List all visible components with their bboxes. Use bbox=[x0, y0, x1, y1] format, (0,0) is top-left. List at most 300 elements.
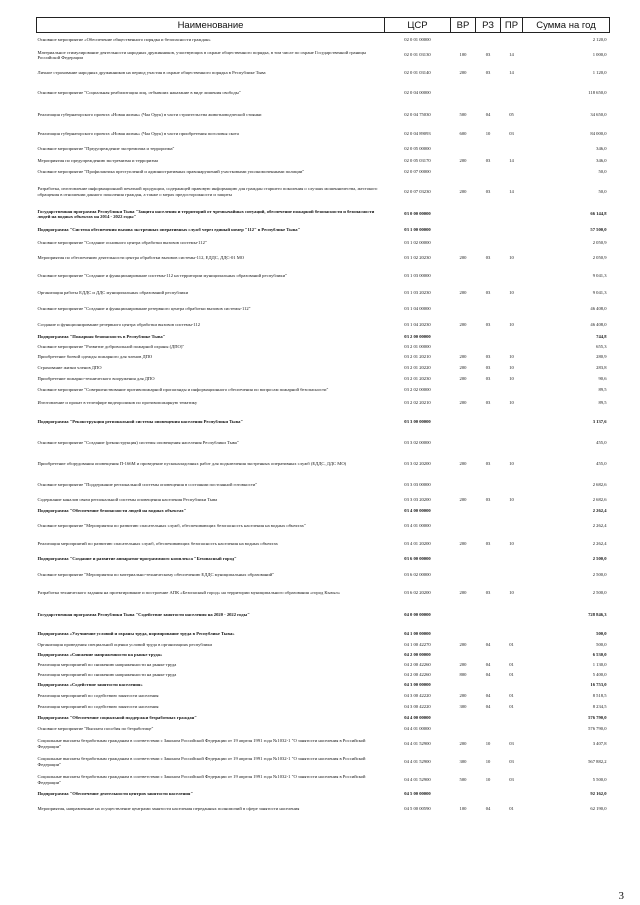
cell-vr: 600 bbox=[459, 131, 467, 137]
cell-csr: 04 4 01 52900 bbox=[404, 776, 431, 782]
header-sum: Сумма на год bbox=[523, 18, 610, 33]
cell-csr: 02 0 05 00000 bbox=[404, 146, 431, 152]
cell-pr: 14 bbox=[509, 157, 514, 163]
cell-sum: 84 000,0 bbox=[590, 131, 607, 137]
table-row bbox=[37, 179, 610, 205]
cell-name: Реализация мероприятий по снижению напряженности на рынке труда bbox=[37, 661, 177, 667]
cell-csr: 03 1 00 00000 bbox=[404, 227, 431, 233]
cell-csr: 03 3 02 00000 bbox=[404, 439, 431, 445]
cell-name: Основное мероприятие «Обеспечение общественного порядка и безопасности граждан» bbox=[37, 36, 211, 42]
cell-name: Подпрограмма "Реконструкция региональной системы оповещения населения Республики Тыва" bbox=[37, 418, 243, 424]
cell-vr bbox=[451, 713, 476, 724]
cell-name: Основное мероприятие "Создание и функционирование резервного центра обработки вызовов системы-112" bbox=[37, 306, 251, 312]
table-header-row bbox=[37, 18, 610, 33]
cell-vr: 200 bbox=[459, 740, 467, 746]
cell-pr: 14 bbox=[509, 70, 514, 76]
cell-pr: 10 bbox=[509, 254, 514, 260]
cell-name: Основное мероприятие "Мероприятия по развитию спасательных служб, обеспечивающих безопасность населения на водных объектах" bbox=[37, 522, 306, 528]
cell-pr bbox=[501, 205, 523, 224]
cell-sum: 2 262,4 bbox=[592, 508, 607, 514]
cell-csr: 02 0 01 03130 bbox=[404, 52, 431, 58]
table-row bbox=[37, 224, 610, 237]
cell-sum: 16 753,0 bbox=[590, 682, 607, 688]
cell-vr: 200 bbox=[459, 289, 467, 295]
cell-vr: 200 bbox=[459, 460, 467, 466]
cell-vr: 200 bbox=[459, 70, 467, 76]
cell-vr bbox=[451, 300, 476, 319]
cell-rz: 04 bbox=[485, 661, 491, 667]
cell-rz bbox=[476, 33, 501, 46]
table-row bbox=[37, 650, 610, 660]
cell-rz bbox=[476, 332, 501, 342]
cell-rz: 03 bbox=[485, 254, 491, 260]
cell-vr bbox=[451, 602, 476, 628]
header-vr: ВР bbox=[451, 18, 476, 33]
cell-name: Подпрограмма "Создание и развитие аппаратно-программного комплекса "Безопасный город" bbox=[37, 556, 237, 562]
cell-csr: 04 4 01 52900 bbox=[404, 740, 431, 746]
cell-sum: 2 262,4 bbox=[592, 522, 607, 528]
cell-name: Реализация губернаторского проекта «Новая жизнь» (Чаа Орук) в части приобретения поголовья скота bbox=[37, 131, 239, 137]
cell-sum: 9 041,3 bbox=[592, 289, 607, 295]
cell-vr: 200 bbox=[459, 188, 467, 194]
cell-rz: 03 bbox=[485, 496, 491, 502]
table-row bbox=[37, 517, 610, 535]
cell-rz bbox=[476, 566, 501, 584]
cell-name: Основное мероприятие "Создание (реконструкция) системы оповещения населения Республики Тыва" bbox=[37, 439, 239, 445]
cell-name: Подпрограмма "Обеспечение социальной поддержки безработных граждан" bbox=[37, 715, 197, 721]
cell-vr bbox=[451, 166, 476, 179]
table-row bbox=[37, 342, 610, 352]
cell-vr bbox=[451, 566, 476, 584]
table-row bbox=[37, 46, 610, 65]
cell-csr: 03 4 00 00000 bbox=[404, 508, 431, 514]
cell-name: Подпрограмма «Улучшение условий и охраны труда, нормирование труда в Республике Тыва» bbox=[37, 630, 235, 636]
cell-csr: 02 0 07 03230 bbox=[404, 188, 431, 194]
cell-rz bbox=[476, 166, 501, 179]
cell-pr: 03 bbox=[509, 758, 514, 764]
table-row bbox=[37, 397, 610, 410]
cell-rz: 10 bbox=[485, 740, 491, 746]
cell-sum: 2 500,0 bbox=[592, 571, 607, 577]
cell-pr: 01 bbox=[509, 661, 514, 667]
cell-name: Реализация мероприятий по развитию спасательных служб, обеспечивающих безопасность населения на водных объектах bbox=[37, 540, 278, 546]
cell-rz: 03 bbox=[485, 354, 491, 360]
cell-pr bbox=[501, 224, 523, 237]
cell-vr: 200 bbox=[459, 641, 467, 647]
cell-sum: 2 500,0 bbox=[592, 556, 607, 562]
cell-pr bbox=[501, 166, 523, 179]
cell-vr: 300 bbox=[459, 758, 467, 764]
cell-rz bbox=[476, 680, 501, 691]
cell-vr bbox=[451, 143, 476, 156]
cell-rz: 04 bbox=[485, 641, 491, 647]
cell-csr: 04 1 00 42270 bbox=[404, 641, 431, 647]
cell-sum: 2 262,4 bbox=[592, 540, 607, 546]
cell-pr bbox=[501, 602, 523, 628]
table-row bbox=[37, 104, 610, 126]
cell-sum: 2 682,6 bbox=[592, 496, 607, 502]
table-row bbox=[37, 156, 610, 166]
cell-name: Приобретение оборудования оповещения П-166М и проведение пусконаладочных работ для подключения экстренных оперативных служб (ЕДДС, ДДС МО) bbox=[37, 460, 347, 466]
table-row bbox=[37, 33, 610, 46]
cell-pr bbox=[501, 82, 523, 104]
cell-csr: 03 3 03 00000 bbox=[404, 481, 431, 487]
cell-pr: 10 bbox=[509, 400, 514, 406]
cell-sum: 500,0 bbox=[596, 641, 607, 647]
cell-name: Материальное стимулирование деятельности народных дружинников, участвующих в охране общественного порядка, в том числе по охране Государственной границы Российской Федерации bbox=[37, 49, 367, 60]
cell-sum: 655,3 bbox=[596, 343, 607, 349]
table-row bbox=[37, 724, 610, 735]
cell-csr: 03 2 00 00000 bbox=[404, 333, 431, 339]
cell-vr bbox=[451, 224, 476, 237]
cell-csr: 03 2 01 20230 bbox=[404, 375, 431, 381]
cell-sum: 6 530,0 bbox=[592, 651, 607, 657]
cell-name: Страхование жизни членов ДПО bbox=[37, 365, 102, 371]
cell-rz: 03 bbox=[485, 52, 491, 58]
cell-rz bbox=[476, 205, 501, 224]
cell-name: Государственная программа Республики Тыва "Защита населения и территорий от чрезвычайных ситуаций, обеспечение пожарной безопасности и безопасности людей на водных объектах на 2014 - 2022 годы" bbox=[37, 208, 375, 219]
table-row bbox=[37, 352, 610, 363]
cell-vr bbox=[451, 724, 476, 735]
cell-csr: 04 1 00 00000 bbox=[404, 630, 431, 636]
cell-sum: 2 050,9 bbox=[592, 254, 607, 260]
cell-vr: 200 bbox=[459, 540, 467, 546]
cell-vr: 200 bbox=[459, 375, 467, 381]
cell-vr bbox=[451, 680, 476, 691]
cell-sum: 2 050,9 bbox=[592, 239, 607, 245]
cell-pr: 01 bbox=[509, 671, 514, 677]
cell-vr: 800 bbox=[459, 671, 467, 677]
cell-rz bbox=[476, 628, 501, 640]
cell-rz: 10 bbox=[485, 776, 491, 782]
cell-rz bbox=[476, 506, 501, 517]
cell-csr: 04 4 01 52900 bbox=[404, 758, 431, 764]
cell-rz: 03 bbox=[485, 365, 491, 371]
cell-rz: 03 bbox=[485, 322, 491, 328]
page-number: 3 bbox=[618, 890, 624, 902]
cell-sum: 9 041,3 bbox=[592, 273, 607, 279]
cell-vr bbox=[451, 332, 476, 342]
cell-pr: 10 bbox=[509, 375, 514, 381]
cell-csr: 04 2 00 42260 bbox=[404, 671, 431, 677]
cell-vr bbox=[451, 434, 476, 452]
cell-csr: 02 0 04 75030 bbox=[404, 111, 431, 117]
cell-pr bbox=[501, 517, 523, 535]
cell-sum: 57 500,0 bbox=[590, 227, 607, 233]
table-row bbox=[37, 319, 610, 332]
cell-pr bbox=[501, 789, 523, 799]
cell-name: Подпрограмма "Обеспечение деятельности центров занятости населения" bbox=[37, 790, 193, 796]
cell-sum: 280,9 bbox=[596, 354, 607, 360]
cell-sum: 455,0 bbox=[596, 439, 607, 445]
cell-name: Создание и функционирование резервного центра обработки вызовов системы-112 bbox=[37, 322, 200, 328]
cell-csr: 04 4 00 00000 bbox=[404, 715, 431, 721]
cell-sum: 89,5 bbox=[598, 400, 607, 406]
cell-pr: 10 bbox=[509, 496, 514, 502]
cell-pr: 10 bbox=[509, 322, 514, 328]
cell-csr: 03 6 02 00000 bbox=[404, 571, 431, 577]
cell-pr: 01 bbox=[509, 805, 514, 811]
cell-sum: 744,8 bbox=[596, 333, 607, 339]
cell-pr bbox=[501, 628, 523, 640]
cell-sum: 1 130,0 bbox=[592, 661, 607, 667]
cell-pr bbox=[501, 434, 523, 452]
cell-rz bbox=[476, 342, 501, 352]
cell-name: Социальные выплаты безработным гражданам в соответствии с Законом Российской Федерации от 19 апреля 1991 года №1032-1 "О занятости населения в Российской Федерации" bbox=[37, 738, 366, 749]
table-row bbox=[37, 476, 610, 494]
table-row bbox=[37, 753, 610, 771]
cell-csr: 03 4 01 20200 bbox=[404, 540, 431, 546]
cell-csr: 03 3 03 20200 bbox=[404, 496, 431, 502]
cell-csr: 04 5 00 00000 bbox=[404, 790, 431, 796]
table-row bbox=[37, 494, 610, 506]
cell-csr: 03 1 03 00000 bbox=[404, 273, 431, 279]
cell-rz: 04 bbox=[485, 805, 491, 811]
cell-csr: 03 2 01 00000 bbox=[404, 343, 431, 349]
cell-csr: 03 0 00 00000 bbox=[404, 211, 431, 217]
cell-pr bbox=[501, 566, 523, 584]
cell-pr: 10 bbox=[509, 354, 514, 360]
cell-vr: 200 bbox=[459, 365, 467, 371]
cell-vr bbox=[451, 476, 476, 494]
cell-pr: 10 bbox=[509, 589, 514, 595]
cell-name: Организация работы ЕДДС и ДДС муниципальных образований республики bbox=[37, 289, 189, 295]
cell-rz: 03 bbox=[485, 157, 491, 163]
cell-rz: 03 bbox=[485, 289, 491, 295]
cell-pr: 14 bbox=[509, 52, 514, 58]
cell-vr: 100 bbox=[459, 52, 467, 58]
cell-csr: 02 0 05 03170 bbox=[404, 157, 431, 163]
cell-sum: 90,6 bbox=[598, 375, 607, 381]
cell-csr: 03 3 00 00000 bbox=[404, 418, 431, 424]
cell-sum: 66 144,8 bbox=[590, 211, 607, 217]
cell-vr: 200 bbox=[459, 496, 467, 502]
cell-sum: 455,0 bbox=[596, 460, 607, 466]
table-row bbox=[37, 249, 610, 267]
cell-csr: 03 6 02 20200 bbox=[404, 589, 431, 595]
cell-csr: 04 3 00 42220 bbox=[404, 704, 431, 710]
cell-pr: 10 bbox=[509, 365, 514, 371]
table-row bbox=[37, 286, 610, 300]
cell-rz bbox=[476, 553, 501, 566]
cell-name: Основное мероприятие "Совершенствование противопожарной пропаганды и информационного обеспечения по вопросам пожарной безопасности" bbox=[37, 387, 329, 393]
cell-pr bbox=[501, 267, 523, 286]
cell-csr: 03 4 01 00000 bbox=[404, 522, 431, 528]
cell-pr bbox=[501, 650, 523, 660]
cell-vr: 300 bbox=[459, 704, 467, 710]
cell-pr bbox=[501, 680, 523, 691]
cell-rz: 10 bbox=[485, 131, 491, 137]
table-row bbox=[37, 126, 610, 143]
cell-rz bbox=[476, 384, 501, 397]
table-row bbox=[37, 374, 610, 384]
cell-rz bbox=[476, 517, 501, 535]
cell-sum: 2 500,0 bbox=[592, 589, 607, 595]
cell-sum: 118 650,0 bbox=[588, 89, 607, 95]
cell-pr bbox=[501, 410, 523, 434]
cell-rz: 04 bbox=[485, 693, 491, 699]
table-row bbox=[37, 452, 610, 476]
cell-sum: 1 120,0 bbox=[592, 70, 607, 76]
table-row bbox=[37, 566, 610, 584]
cell-rz bbox=[476, 789, 501, 799]
cell-sum: 728 846,3 bbox=[588, 611, 607, 617]
table-row bbox=[37, 553, 610, 566]
cell-csr: 03 1 02 00000 bbox=[404, 239, 431, 245]
table-row bbox=[37, 363, 610, 374]
cell-name: Основное мероприятие "Выплата пособия по безработице" bbox=[37, 726, 154, 732]
cell-sum: 576 790,0 bbox=[588, 726, 607, 732]
cell-csr: 04 0 00 00000 bbox=[404, 611, 431, 617]
table-row bbox=[37, 332, 610, 342]
cell-pr: 10 bbox=[509, 460, 514, 466]
header-name: Наименование bbox=[37, 18, 385, 33]
cell-vr bbox=[451, 517, 476, 535]
cell-pr: 01 bbox=[509, 704, 514, 710]
table-row bbox=[37, 410, 610, 434]
cell-name: Основное мероприятие "Поддержание региональной системы оповещения в состоянии постоянной готовности" bbox=[37, 481, 258, 487]
cell-name: Приобретение пожарно-технического вооружения для ДПО bbox=[37, 375, 155, 381]
cell-csr: 04 2 00 42260 bbox=[404, 661, 431, 667]
cell-name: Основное мероприятие "Создание и функционирование системы-112 на территории муниципальных образований республики" bbox=[37, 273, 287, 279]
cell-vr: 200 bbox=[459, 157, 467, 163]
cell-vr bbox=[451, 410, 476, 434]
cell-pr bbox=[501, 713, 523, 724]
cell-pr bbox=[501, 506, 523, 517]
cell-name: Реализация мероприятий по содействию занятости населения bbox=[37, 704, 159, 710]
cell-vr: 200 bbox=[459, 254, 467, 260]
cell-name: Основное мероприятие "Социальная реабилитация лиц, отбывших наказание в виде лишения свободы" bbox=[37, 89, 241, 95]
cell-pr: 03 bbox=[509, 740, 514, 746]
cell-sum: 89,5 bbox=[598, 387, 607, 393]
table-row bbox=[37, 237, 610, 249]
cell-pr: 14 bbox=[509, 188, 514, 194]
cell-sum: 50,0 bbox=[598, 188, 607, 194]
cell-sum: 46 408,0 bbox=[590, 322, 607, 328]
cell-name: Государственная программа Республики Тыва "Содействие занятости населения на 2020 - 2022 годы" bbox=[37, 611, 250, 617]
cell-name: Мероприятия по предупреждению экстремизма и терроризма bbox=[37, 157, 158, 163]
cell-name: Реализация мероприятий по содействию занятости населения bbox=[37, 693, 159, 699]
cell-sum: 346,0 bbox=[596, 157, 607, 163]
cell-rz bbox=[476, 300, 501, 319]
cell-csr: 04 5 00 00590 bbox=[404, 805, 431, 811]
cell-sum: 576 790,0 bbox=[588, 715, 607, 721]
table-row bbox=[37, 660, 610, 670]
cell-rz: 10 bbox=[485, 758, 491, 764]
cell-pr bbox=[501, 332, 523, 342]
table-row bbox=[37, 584, 610, 602]
cell-rz bbox=[476, 267, 501, 286]
cell-rz: 03 bbox=[485, 70, 491, 76]
cell-vr: 200 bbox=[459, 400, 467, 406]
cell-vr: 200 bbox=[459, 589, 467, 595]
cell-rz bbox=[476, 143, 501, 156]
cell-name: Подпрограмма "Система обеспечения вызова экстренных оперативных служб через единый номер "112" в Республике Тыва" bbox=[37, 227, 301, 233]
cell-csr: 02 0 04 89093 bbox=[404, 131, 431, 137]
cell-vr bbox=[451, 506, 476, 517]
cell-name: Подпрограмма «Содействие занятости населения» bbox=[37, 682, 143, 688]
cell-vr: 200 bbox=[459, 354, 467, 360]
cell-rz bbox=[476, 602, 501, 628]
cell-rz bbox=[476, 237, 501, 249]
cell-csr: 04 3 00 00000 bbox=[404, 682, 431, 688]
cell-vr bbox=[451, 384, 476, 397]
cell-name: Мероприятия, направленные на осуществление центрами занятости населения переданных полномочий в сфере занятости населения bbox=[37, 805, 300, 811]
cell-pr: 03 bbox=[509, 131, 514, 137]
cell-rz: 03 bbox=[485, 589, 491, 595]
cell-pr bbox=[501, 384, 523, 397]
cell-vr: 200 bbox=[459, 693, 467, 699]
cell-pr bbox=[501, 33, 523, 46]
cell-pr: 01 bbox=[509, 693, 514, 699]
cell-rz: 03 bbox=[485, 188, 491, 194]
table-row bbox=[37, 535, 610, 553]
header-rz: РЗ bbox=[476, 18, 501, 33]
table-row bbox=[37, 300, 610, 319]
cell-vr bbox=[451, 628, 476, 640]
cell-rz: 04 bbox=[485, 111, 491, 117]
cell-rz bbox=[476, 476, 501, 494]
cell-vr bbox=[451, 553, 476, 566]
cell-pr bbox=[501, 724, 523, 735]
cell-rz bbox=[476, 713, 501, 724]
cell-csr: 04 3 00 42220 bbox=[404, 693, 431, 699]
cell-rz bbox=[476, 434, 501, 452]
cell-sum: 5 400,0 bbox=[592, 671, 607, 677]
cell-csr: 02 0 01 03140 bbox=[404, 70, 431, 76]
cell-name: Основное мероприятие "Развитие добровольной пожарной охраны (ДПО)" bbox=[37, 343, 185, 349]
table-row bbox=[37, 670, 610, 680]
table-body bbox=[37, 33, 610, 819]
cell-csr: 03 1 03 20230 bbox=[404, 289, 431, 295]
cell-sum: 500,0 bbox=[596, 630, 607, 636]
cell-sum: 2 682,6 bbox=[592, 481, 607, 487]
cell-name: Подпрограмма «Снижение напряженности на рынке труда» bbox=[37, 651, 163, 657]
cell-vr: 200 bbox=[459, 661, 467, 667]
header-pr: ПР bbox=[501, 18, 523, 33]
cell-rz: 03 bbox=[485, 375, 491, 381]
cell-name: Основное мероприятие "Предупреждение экстремизма и терроризма" bbox=[37, 146, 175, 152]
cell-csr: 03 6 00 00000 bbox=[404, 556, 431, 562]
cell-rz: 03 bbox=[485, 540, 491, 546]
cell-csr: 03 1 04 20230 bbox=[404, 322, 431, 328]
cell-csr: 03 1 02 20230 bbox=[404, 254, 431, 260]
cell-rz: 04 bbox=[485, 671, 491, 677]
cell-vr: 500 bbox=[459, 776, 467, 782]
cell-vr bbox=[451, 342, 476, 352]
table-row bbox=[37, 602, 610, 628]
cell-sum: 46 408,0 bbox=[590, 306, 607, 312]
cell-name: Подпрограмма "Пожарная безопасность в Республике Тыва" bbox=[37, 333, 166, 339]
cell-pr: 01 bbox=[509, 641, 514, 647]
table-row bbox=[37, 434, 610, 452]
table-row bbox=[37, 65, 610, 82]
cell-name: Содержание каналов связи региональной системы оповещения населения Республики Тыва bbox=[37, 496, 218, 502]
cell-vr: 500 bbox=[459, 111, 467, 117]
cell-pr: 10 bbox=[509, 289, 514, 295]
table-row bbox=[37, 735, 610, 753]
cell-csr: 03 1 04 00000 bbox=[404, 306, 431, 312]
table-row bbox=[37, 799, 610, 819]
cell-sum: 50,0 bbox=[598, 169, 607, 175]
cell-pr: 05 bbox=[509, 111, 514, 117]
cell-name: Личное страхование народных дружинников на период участия в охране общественного порядка в Республике Тыва bbox=[37, 70, 266, 76]
cell-csr: 03 3 02 20200 bbox=[404, 460, 431, 466]
cell-name: Разработка технического задания на проектирование и построение АПК «Безопасный город» на территории муниципального образования «город Кызыл» bbox=[37, 589, 341, 595]
cell-vr: 200 bbox=[459, 322, 467, 328]
table-row bbox=[37, 143, 610, 156]
table-row bbox=[37, 702, 610, 713]
